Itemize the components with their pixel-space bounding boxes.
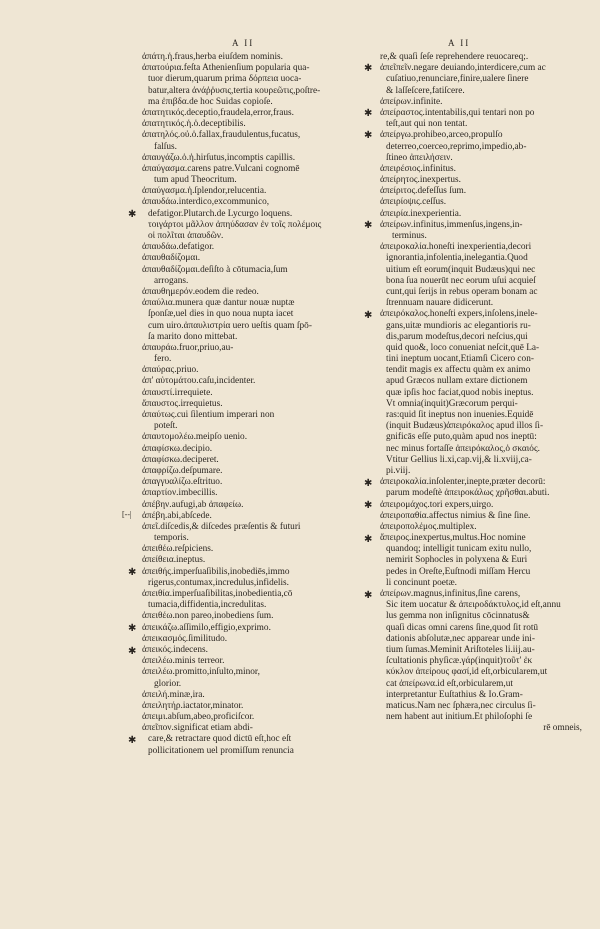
text-line: ἀπαυθαδίζομαι.: [142, 253, 201, 264]
text-line: quæ ipſis hoc faciat,quod nobis ineptus.: [386, 387, 534, 398]
text-line: rigerus,contumax,incredulus,infidelis.: [148, 577, 289, 588]
text-line: ἀπειρία.inexperientia.: [380, 208, 462, 219]
text-line: ἀπείρητος.inexpertus.: [380, 175, 461, 186]
text-line: apud Græcos nullam extare dictionem: [386, 376, 528, 387]
text-line: ἀπείρων.infinite.: [380, 96, 443, 107]
text-line: ἀπατηλός.οὖ.ὁ.fallax,fraudulentus,fucatus,: [142, 130, 301, 141]
text-line: lus gemma non inſignitus cōcinnatus&: [386, 611, 530, 622]
text-line: ἀπατητικός.ἡ.ὁ.deceptibilis.: [142, 119, 246, 130]
text-line: quandoq; intelligit tunicam exitu nullo,: [386, 544, 532, 555]
text-line: ἀπεῖπον.significat etiam abdi-: [142, 723, 253, 734]
text-line: cunt,qui ſerijs in rebus operam bonam ac: [386, 286, 538, 297]
column-right: [380, 52, 588, 734]
text-line: ἀπαυθαδίζομαι.deſiſto à cōtumacia,ſum: [142, 264, 288, 275]
asterisk-marker: ✱: [128, 567, 137, 579]
text-line: ἀπατητικός.deceptio,fraudela,error,fraus.: [142, 107, 294, 118]
text-line: batur,altera ἀνάῤῥυσις,tertia κουρεῶτις,poſtre-: [148, 85, 321, 96]
text-line: ἀπειροκαλία.inſolenter,inepte,præter decorū:: [380, 477, 546, 488]
margin-bracket: [--|: [122, 510, 132, 519]
text-line: ἀπειρομάχος.tori expers,uirgo.: [380, 499, 494, 510]
text-line: ἀπειλητήρ.iactator,minator.: [142, 700, 244, 711]
asterisk-marker: ✱: [364, 477, 373, 489]
text-line: ἀπειρίοψις.ceſſus.: [380, 197, 447, 208]
text-line: ἀπειλή.minæ,ira.: [142, 689, 205, 700]
text-line: li concinunt poetæ.: [386, 577, 458, 588]
text-line: dis,parum modeſtus,decori neſcius,qui: [386, 331, 528, 342]
text-line: ἀπαυδάω.defatigor.: [142, 242, 215, 253]
text-line: ἀπαυράω.fruor,priuo,au-: [142, 342, 234, 353]
text-line: ras:quid ſit ineptus non inuenies.Equidē: [386, 410, 534, 420]
text-line: ἀπαύγασμα.carens patre.Vulcani cognomē: [142, 163, 300, 174]
text-line: ἀπατούρια.feſta Athenienſium popularia qua-: [142, 63, 310, 74]
text-line: ἀπεῖ.diſcedis,& diſcedes præſentis & futuri: [142, 521, 301, 532]
text-line: tium ſumas.Meminit Ariſtoteles li.iij.au-: [386, 644, 535, 655]
text-line: maticus.Nam nec ſphæra,nec circulus ſi-: [386, 700, 536, 711]
text-line: terminus.: [392, 231, 427, 241]
text-line: ἀπείρων.infinitus,immenſus,ingens,in-: [380, 219, 523, 230]
text-line: ἀπειρέσιος.infinitus.: [380, 163, 456, 174]
text-line: ἀπαγγυαλίζω.eſtrituo.: [142, 477, 223, 488]
text-line: ἀπαύρας.priuo.: [142, 365, 199, 376]
text-line: arrogans.: [154, 275, 189, 286]
text-line: τοιγάρτοι μᾶλλον ἀπηύδασαν ἐν τοῖς πολέμοις: [148, 219, 322, 230]
text-line: ἀπειθής.imperſuaſibilis,inobediēs,immo: [142, 566, 290, 577]
text-line: ἀπαύγασμα.ἡ.ſplendor,relucentia.: [142, 186, 267, 197]
text-line: ἀπαυτομολέω.meipſo uenio.: [142, 432, 248, 443]
text-line: ſa marito dono mittebat.: [148, 331, 238, 342]
text-line: gnificās eſſe puto,quàm apud nos ineptū:: [386, 432, 537, 443]
text-line: ἀπαυδάω.interdico,excommunico,: [142, 197, 270, 208]
text-line: pedes in Oreſte,Euſtnodi miſſam Hercu: [386, 566, 531, 577]
text-line: ſtrennuam nauare didicerunt.: [386, 298, 494, 309]
text-line: ἀπειροπαθία.affectus nimius & ſine ſine.: [380, 510, 531, 521]
text-line: ἀπάτη.ἡ.fraus,herba eiuſdem nominis.: [142, 52, 283, 62]
text-line: ἀπαφίσκω.deciperet.: [142, 454, 219, 465]
text-line: nec minus fortaſſe ἀπειρόκαλος,ὁ σκαιός.: [386, 443, 540, 454]
text-line: deterreo,coerceo,reprimo,impedio,ab-: [386, 141, 527, 152]
text-line: ἀπειθία.imperſuaſibilitas,inobedientia,cō: [142, 589, 293, 599]
text-line: ἀπειρόκαλος.honeſti expers,inſolens,inele-: [380, 309, 538, 320]
text-line: nemirit Sophocles in polyxena & Euri: [386, 555, 528, 566]
asterisk-marker: ✱: [364, 108, 373, 119]
text-line: ἀπ' αὐτομάτου.caſu,incidenter.: [142, 376, 256, 387]
text-line: tini ineptum uocant,Etiamſi Cicero con-: [386, 354, 534, 365]
asterisk-marker: ✱: [364, 589, 373, 601]
text-line: nem habent aut initium.Et philoſophi ſe: [386, 712, 533, 723]
text-line: ἀπαρτίον.imbecillis.: [142, 488, 218, 499]
text-line: ἀπεικασμός.ſimilitudo.: [142, 633, 228, 644]
text-line: ἀπειθέω.non pareo,inobediens ſum.: [142, 611, 274, 622]
asterisk-marker: ✱: [128, 208, 137, 220]
text-line: ἀπαύτως.cui ſilentium imperari non: [142, 410, 275, 420]
text-line: ἀπειροπολέμος.multiplex.: [380, 521, 477, 532]
text-line: ἀπειθέω.reſpiciens.: [142, 544, 214, 555]
text-line: ἀπεικάζω.aſſimilo,effigio,exprimo.: [142, 622, 271, 633]
text-line: ἀπεικός.indecens.: [142, 644, 208, 655]
text-line: ἀπειμι.abſum,abeo,proficiſcor.: [142, 712, 255, 723]
text-line: cuſatiuo,renunciare,finire,ualere ſinere: [386, 74, 529, 85]
text-line: gans,uitæ mundioris ac elegantioris ru-: [386, 320, 531, 331]
text-line: ἀπειλέω.promitto,inſulto,minor,: [142, 667, 260, 678]
text-line: ἀπείριτος.defeſſus ſum.: [380, 186, 467, 197]
text-line: ſponſæ,uel dies in quo noua nupta iacet: [148, 309, 294, 320]
text-line: ἄπαυστος.irrequietus.: [142, 398, 223, 409]
text-line: (inquit Budæus)ἀπειρόκαλος apud illos ſi-: [386, 421, 544, 432]
text-line: ἀπειροκαλία.honeſti inexperientia,decori: [380, 242, 532, 253]
text-line: rē omneis,: [543, 723, 582, 734]
asterisk-marker: ✱: [364, 130, 373, 142]
text-line: care,& retractare quod dictū eſt,hoc eſt: [148, 734, 292, 745]
text-line: ma ἐπιβδα.de hoc Suidas copioſe.: [148, 96, 273, 107]
text-line: tendit magis ex affectu quàm ex animo: [386, 365, 531, 376]
asterisk-marker: ✱: [128, 623, 137, 635]
text-line: ἀπείραστος.intentabilis,qui tentari non po: [380, 107, 535, 118]
text-line: interpretantur Euſtathius & Io.Gram-: [386, 689, 523, 700]
text-line: uitium eſt eorum(inquit Budæus)qui nec: [386, 264, 536, 275]
text-line: cat ἀπείρωνα.id eſt,orbicularem,ut: [386, 678, 513, 689]
text-line: ἀπείρων.magnus,infinitus,ſine carens,: [380, 589, 521, 599]
text-line: ἀπαφρίζω.deſpumare.: [142, 465, 223, 476]
text-line: & laſſeſcere,fatiſcere.: [386, 85, 465, 96]
text-line: dationis abſolutæ,nec apparear unde ini-: [386, 633, 535, 644]
header-right: A II: [448, 38, 471, 48]
text-line: quaſi dicas omni carens ſine,quod ſit rotū: [386, 622, 539, 633]
text-line: ignorantia,infolentia,inelegantia.Quod: [386, 253, 528, 264]
text-line: parum modeſtè ἀπειροκάλως χρῆσθαι.abuti.: [386, 488, 550, 499]
text-line: ἄπειρος.inexpertus,multus.Hoc nomine: [380, 533, 526, 544]
text-line: ἀπεῖπεῖν.negare deuiando,interdicere,cum ac: [380, 63, 546, 74]
asterisk-marker: ✱: [364, 533, 373, 545]
text-line: tumacia,diffidentia,incredulitas.: [148, 600, 267, 611]
text-line: defatigor.Plutarch.de Lycurgo loquens.: [148, 208, 293, 219]
text-line: ἀπαυθημερόν.eodem die redeo.: [142, 286, 259, 297]
text-line: pi.viij.: [386, 465, 411, 476]
text-line: Sic item uocatur & ἀπειροδάκτυλος,id eſt,annu: [386, 600, 561, 611]
text-line: ἀπείργω.prohibeo,arceo,propulſo: [380, 130, 503, 141]
asterisk-marker: ✱: [364, 220, 373, 231]
text-line: κύκλον ἀπείρους φασί,id eſt,orbicularem,ut: [386, 667, 548, 678]
text-line: falſus.: [154, 141, 177, 152]
text-line: glorior.: [154, 678, 182, 689]
text-line: ἀπαυγάζω.ὁ.ἡ.hirſutus,incomptis capillis.: [142, 152, 296, 163]
text-line: ἀπαύλια.munera quæ dantur nouæ nuptæ: [142, 298, 295, 309]
asterisk-marker: ✱: [364, 309, 373, 321]
text-line: ſtineo ἀπειλήσειν.: [386, 152, 453, 163]
text-line: ἀπείθεια.ineptus.: [142, 555, 206, 566]
text-line: οἱ πολῖται ἀπαυδῶν.: [148, 231, 224, 241]
text-line: ſcultationis phyſicæ.γάρ(inquit)τοῦτ' ἐκ: [386, 656, 533, 667]
text-line: teſt,aut qui non tentat.: [386, 119, 468, 130]
text-line: cum uiro.ἀπαυλιστρία uero ueſtis quam ſpō-: [148, 320, 312, 331]
asterisk-marker: ✱: [364, 500, 373, 511]
text-line: Vtitur Gellius li.xi,cap.vij,& li.xviij,ca-: [386, 454, 532, 465]
asterisk-marker: ✱: [128, 735, 137, 747]
text-line: temporis.: [154, 533, 189, 544]
asterisk-marker: ✱: [128, 645, 137, 657]
column-left: [142, 52, 362, 757]
text-line: ἀπέβη.abi,abſcede.: [142, 510, 212, 521]
text-line: re,& quaſi ſeſe reprehendere reuocareq;.: [380, 52, 529, 62]
text-line: quid quo&, loco conueniat neſcit,quē La-: [386, 342, 540, 353]
asterisk-marker: ✱: [364, 63, 373, 75]
text-line: Vt omnia(inquit)Græcorum perqui-: [386, 398, 518, 409]
text-line: ἀπαυστί.irrequiete.: [142, 387, 213, 398]
header-left: A II: [232, 38, 255, 48]
text-line: ἀπειλέω.minis terreor.: [142, 656, 225, 667]
text-line: tum apud Theocritum.: [154, 175, 237, 186]
text-line: pollicitationem uel promiſſum renuncia: [148, 745, 294, 756]
text-line: bona ſua nouerūt nec eorum uſui acquieſ: [386, 275, 536, 286]
text-line: tuor dierum,quarum prima δόρπεια uoca-: [148, 74, 302, 85]
text-line: ἀπαφίσκω.decipio.: [142, 443, 213, 454]
text-line: fero.: [154, 354, 172, 365]
text-line: ἀπέβην.aufugi,ab ἀπαφείω.: [142, 499, 244, 510]
text-line: poteſt.: [154, 421, 178, 432]
